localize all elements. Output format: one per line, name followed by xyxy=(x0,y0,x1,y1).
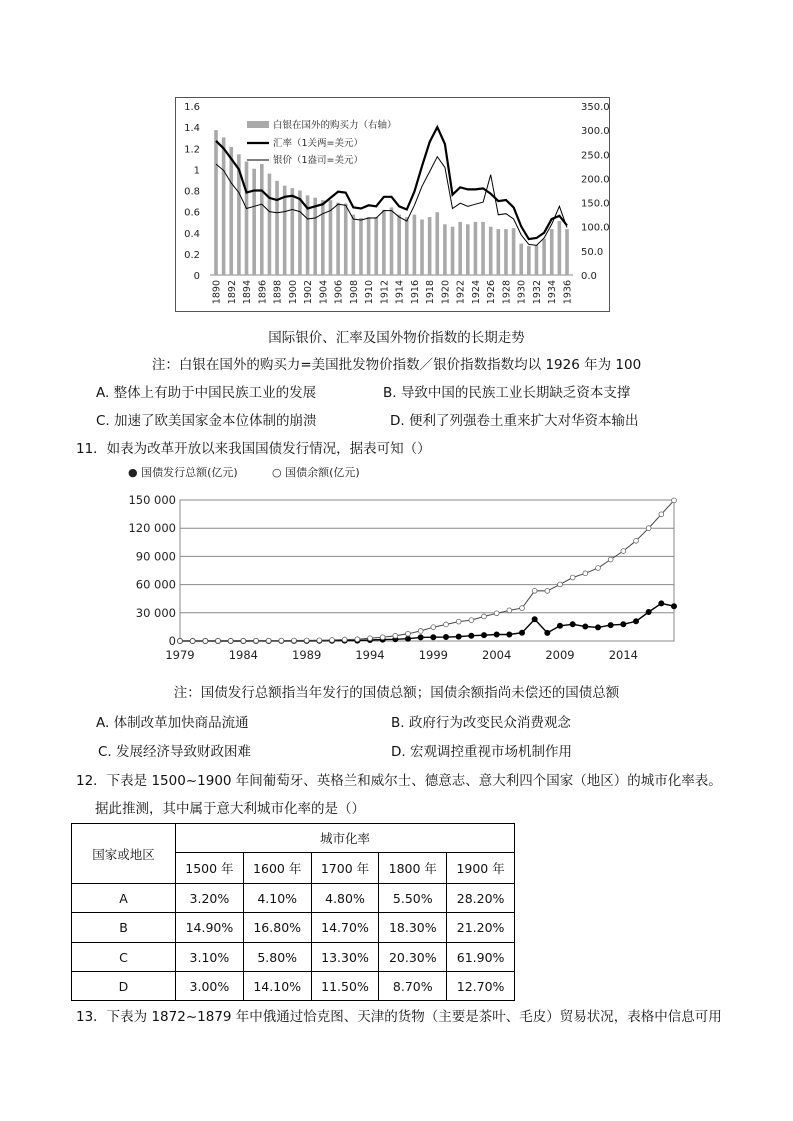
table-cell: 11.50% xyxy=(311,972,379,1001)
header-year: 1700 年 xyxy=(311,853,379,884)
x-tick: 1994 xyxy=(355,648,385,662)
y-right-tick: 200.0 xyxy=(581,174,610,186)
bar-purchasing-power xyxy=(504,229,508,275)
x-tick: 1904 xyxy=(318,280,330,305)
x-tick: 1908 xyxy=(348,280,360,305)
point-bond-balance xyxy=(469,618,474,623)
header-year: 1500 年 xyxy=(176,853,244,884)
point-bond-issuance xyxy=(671,604,676,609)
q10-option-b[interactable]: B. 导致中国的民族工业长期缺乏资本支撑 xyxy=(383,385,631,401)
table-row xyxy=(72,943,515,972)
point-bond-balance xyxy=(596,566,601,571)
y-left-tick: 0 xyxy=(193,271,200,282)
point-bond-balance xyxy=(406,631,411,636)
point-bond-balance xyxy=(279,638,284,643)
bar-purchasing-power xyxy=(451,227,455,275)
bar-purchasing-power xyxy=(413,215,417,275)
y-right-tick: 300.0 xyxy=(581,126,610,138)
y-left-tick: 1.2 xyxy=(184,144,200,156)
x-tick: 1989 xyxy=(292,648,322,662)
y-left-tick: 0.2 xyxy=(184,249,200,261)
x-tick: 1912 xyxy=(379,280,391,305)
bar-purchasing-power xyxy=(481,222,485,275)
bond-chart-svg xyxy=(120,460,690,670)
x-tick: 1984 xyxy=(228,648,258,662)
table-cell: 3.10% xyxy=(176,943,244,972)
bar-purchasing-power xyxy=(222,137,226,275)
x-tick: 1902 xyxy=(303,280,315,305)
point-bond-issuance xyxy=(405,636,410,641)
bar-purchasing-power xyxy=(283,186,287,275)
bar-purchasing-power xyxy=(458,222,462,275)
legend-label: ○ 国债余额(亿元) xyxy=(272,466,360,479)
header-region: 国家或地区 xyxy=(72,824,176,884)
table-cell: 12.70% xyxy=(447,972,515,1001)
silver-chart-svg xyxy=(175,97,610,312)
q11-option-c[interactable]: C. 发展经济导致财政困难 xyxy=(98,744,252,760)
point-bond-balance xyxy=(216,639,221,644)
x-tick: 1926 xyxy=(486,280,498,305)
bar-purchasing-power xyxy=(474,222,478,275)
point-bond-issuance xyxy=(659,601,664,606)
y-right-tick: 0.0 xyxy=(581,271,597,282)
bar-purchasing-power xyxy=(245,162,249,275)
bar-purchasing-power xyxy=(497,229,501,275)
y-left-tick: 1.4 xyxy=(184,123,200,135)
y-right-tick: 350.0 xyxy=(581,102,610,113)
point-bond-balance xyxy=(672,498,677,503)
row-label: B xyxy=(72,913,176,943)
bar-purchasing-power xyxy=(435,212,439,275)
y-tick: 30 000 xyxy=(135,605,176,620)
table-cell: 4.80% xyxy=(311,884,379,913)
table-cell: 3.20% xyxy=(176,884,244,913)
x-tick: 1979 xyxy=(165,648,195,662)
point-bond-balance xyxy=(203,639,208,644)
point-bond-balance xyxy=(444,622,449,627)
silver-chart xyxy=(175,97,610,312)
table-cell: 61.90% xyxy=(447,943,515,972)
bar-purchasing-power xyxy=(214,130,218,275)
figure2-note: 注：国债发行总额指当年发行的国债总额；国债余额指尚未偿还的国债总额 xyxy=(173,685,620,701)
bar-purchasing-power xyxy=(352,215,356,275)
x-tick: 1898 xyxy=(272,280,284,305)
table-cell: 14.90% xyxy=(176,913,244,943)
x-tick: 1936 xyxy=(562,280,574,305)
bar-purchasing-power xyxy=(390,207,394,275)
table-cell: 16.80% xyxy=(243,913,311,943)
bar-purchasing-power xyxy=(428,217,432,275)
point-bond-balance xyxy=(342,637,347,642)
bar-purchasing-power xyxy=(527,246,531,275)
legend-label: ● 国债发行总额(亿元) xyxy=(128,466,238,479)
x-tick: 2004 xyxy=(482,648,512,662)
table-cell: 18.30% xyxy=(379,913,447,943)
q11-option-b[interactable]: B. 政府行为改变民众消费观念 xyxy=(391,715,571,731)
point-bond-balance xyxy=(558,582,563,587)
row-label: A xyxy=(72,884,176,913)
bar-purchasing-power xyxy=(565,229,569,275)
line-bond-issuance xyxy=(180,603,674,641)
y-left-tick: 0.8 xyxy=(184,186,200,198)
x-tick: 1900 xyxy=(287,280,299,305)
point-bond-issuance xyxy=(456,634,461,639)
point-bond-balance xyxy=(545,588,550,593)
header-year: 1900 年 xyxy=(447,853,515,884)
x-tick: 1894 xyxy=(242,280,254,305)
x-tick: 1906 xyxy=(333,280,345,305)
bar-purchasing-power xyxy=(542,239,546,275)
bar-purchasing-power xyxy=(298,191,302,276)
y-right-tick: 50.0 xyxy=(581,246,604,258)
point-bond-balance xyxy=(330,638,335,643)
point-bond-issuance xyxy=(621,622,626,627)
point-bond-issuance xyxy=(532,617,537,622)
bar-purchasing-power xyxy=(359,218,363,275)
point-bond-balance xyxy=(393,633,398,638)
table-cell: 14.70% xyxy=(311,913,379,943)
point-bond-balance xyxy=(659,512,664,517)
x-tick: 1896 xyxy=(257,280,269,305)
point-bond-balance xyxy=(266,638,271,643)
x-tick: 1999 xyxy=(418,648,448,662)
point-bond-balance xyxy=(431,625,436,630)
point-bond-issuance xyxy=(519,630,524,635)
y-tick: 90 000 xyxy=(135,549,176,564)
q11-stem: 11．如表为改革开放以来我国国债发行情况，据表可知（） xyxy=(76,441,431,457)
x-tick: 1920 xyxy=(440,280,452,305)
bar-purchasing-power xyxy=(252,169,256,275)
header-year: 1600 年 xyxy=(243,853,311,884)
point-bond-balance xyxy=(583,571,588,576)
bar-purchasing-power xyxy=(291,188,295,275)
header-urban-rate: 城市化率 xyxy=(176,824,515,853)
table-cell: 13.30% xyxy=(311,943,379,972)
bar-purchasing-power xyxy=(374,217,378,275)
point-bond-issuance xyxy=(570,622,575,627)
bar-purchasing-power xyxy=(519,244,523,275)
header-year: 1800 年 xyxy=(379,853,447,884)
table-cell: 5.80% xyxy=(243,943,311,972)
point-bond-balance xyxy=(317,638,322,643)
point-bond-balance xyxy=(178,639,183,644)
legend-label: 银价（1盎司=美元） xyxy=(273,155,364,166)
y-right-tick: 100.0 xyxy=(581,222,610,234)
point-bond-balance xyxy=(190,639,195,644)
x-tick: 1890 xyxy=(211,280,223,305)
table-cell: 5.50% xyxy=(379,884,447,913)
point-bond-balance xyxy=(228,638,233,643)
point-bond-issuance xyxy=(507,632,512,637)
point-bond-issuance xyxy=(494,632,499,637)
x-tick: 1930 xyxy=(516,280,528,305)
point-bond-balance xyxy=(507,608,512,613)
point-bond-balance xyxy=(621,549,626,554)
point-bond-balance xyxy=(646,526,651,531)
table-cell: 14.10% xyxy=(243,972,311,1001)
table-cell: 28.20% xyxy=(447,884,515,913)
q12-stem-line1: 12．下表是 1500~1900 年间葡萄牙、英格兰和威尔士、德意志、意大利四个国家（地区）的城市化率表。 xyxy=(76,773,722,789)
bar-purchasing-power xyxy=(313,198,317,275)
x-tick: 1922 xyxy=(455,280,467,305)
point-bond-balance xyxy=(368,636,373,641)
point-bond-balance xyxy=(634,538,639,543)
table-cell: 4.10% xyxy=(243,884,311,913)
y-left-tick: 0.4 xyxy=(184,228,200,240)
x-tick: 1928 xyxy=(501,280,513,305)
urbanization-table xyxy=(71,823,515,1001)
bar-purchasing-power xyxy=(268,174,272,275)
point-bond-issuance xyxy=(583,624,588,629)
point-bond-balance xyxy=(355,637,360,642)
q11-option-a[interactable]: A. 体制改革加快商品流通 xyxy=(96,715,249,731)
point-bond-issuance xyxy=(595,625,600,630)
point-bond-balance xyxy=(570,575,575,580)
y-tick: 0 xyxy=(168,634,176,648)
bar-purchasing-power xyxy=(405,217,409,275)
figure1-caption: 国际银价、汇率及国外物价指数的长期走势 xyxy=(268,330,525,346)
point-bond-issuance xyxy=(646,609,651,614)
point-bond-balance xyxy=(380,635,385,640)
y-left-tick: 1 xyxy=(193,165,200,177)
point-bond-issuance xyxy=(608,623,613,628)
point-bond-issuance xyxy=(545,630,550,635)
bar-purchasing-power xyxy=(275,181,279,275)
x-tick: 1924 xyxy=(470,280,482,305)
table-cell: 8.70% xyxy=(379,972,447,1001)
point-bond-balance xyxy=(608,557,613,562)
bar-purchasing-power xyxy=(367,217,371,275)
bar-purchasing-power xyxy=(443,224,447,275)
bar-purchasing-power xyxy=(489,227,493,275)
bar-purchasing-power xyxy=(344,204,348,275)
y-left-tick: 0.6 xyxy=(184,207,200,219)
x-tick: 1932 xyxy=(531,280,543,305)
x-tick: 1914 xyxy=(394,280,406,305)
point-bond-balance xyxy=(532,588,537,593)
point-bond-balance xyxy=(304,638,309,643)
bar-purchasing-power xyxy=(420,219,424,275)
point-bond-issuance xyxy=(431,635,436,640)
point-bond-issuance xyxy=(443,634,448,639)
y-right-tick: 250.0 xyxy=(581,150,610,162)
q11-option-d[interactable]: D. 宏观调控重视市场机制作用 xyxy=(391,744,572,760)
x-tick: 1910 xyxy=(364,280,376,305)
y-left-tick: 1.6 xyxy=(184,102,200,113)
x-tick: 2014 xyxy=(608,648,638,662)
bar-purchasing-power xyxy=(550,229,554,275)
q12-stem-line2: 据此推测，其中属于意大利城市化率的是（） xyxy=(95,801,365,817)
line-bond-balance xyxy=(180,500,674,641)
legend-label: 汇率（1关两=美元） xyxy=(273,138,364,149)
point-bond-issuance xyxy=(633,619,638,624)
table-row xyxy=(72,913,515,943)
point-bond-issuance xyxy=(418,635,423,640)
row-label: C xyxy=(72,943,176,972)
y-tick: 150 000 xyxy=(128,493,176,507)
bar-purchasing-power xyxy=(558,221,562,275)
bar-purchasing-power xyxy=(321,200,325,275)
figure1-note: 注：白银在国外的购买力=美国批发物价指数／银价指数指数均以 1926 年为 100 xyxy=(151,357,642,373)
y-tick: 60 000 xyxy=(135,577,176,592)
point-bond-balance xyxy=(482,614,487,619)
point-bond-balance xyxy=(292,638,297,643)
point-bond-issuance xyxy=(469,633,474,638)
point-bond-balance xyxy=(254,638,259,643)
point-bond-balance xyxy=(418,629,423,634)
bar-purchasing-power xyxy=(229,147,233,275)
bar-purchasing-power xyxy=(466,224,470,275)
q10-option-d[interactable]: D. 便利了列强卷土重来扩大对华资本输出 xyxy=(390,413,639,429)
table-cell: 3.00% xyxy=(176,972,244,1001)
bar-purchasing-power xyxy=(535,245,539,275)
point-bond-balance xyxy=(494,611,499,616)
point-bond-issuance xyxy=(481,633,486,638)
plot-frame xyxy=(180,500,674,641)
bar-purchasing-power xyxy=(512,228,516,275)
point-bond-balance xyxy=(520,606,525,611)
bar-purchasing-power xyxy=(260,164,264,275)
x-tick: 2009 xyxy=(545,648,575,662)
table-cell: 21.20% xyxy=(447,913,515,943)
point-bond-balance xyxy=(241,638,246,643)
q10-option-c[interactable]: C. 加速了欧美国家金本位体制的崩溃 xyxy=(96,413,317,429)
x-tick: 1918 xyxy=(425,280,437,305)
legend-bar-swatch xyxy=(247,121,269,128)
bar-purchasing-power xyxy=(382,210,386,275)
point-bond-issuance xyxy=(557,623,562,628)
y-right-tick: 150.0 xyxy=(581,198,610,210)
x-tick: 1916 xyxy=(409,280,421,305)
x-tick: 1892 xyxy=(226,280,238,305)
bar-purchasing-power xyxy=(397,215,401,275)
bar-purchasing-power xyxy=(336,203,340,275)
legend-label: 白银在国外的购买力（右轴） xyxy=(273,120,397,131)
x-tick: 1934 xyxy=(547,280,559,305)
table-row xyxy=(72,884,515,913)
table-cell: 20.30% xyxy=(379,943,447,972)
y-tick: 120 000 xyxy=(128,521,176,536)
bond-chart xyxy=(120,460,690,670)
table-row xyxy=(72,972,515,1001)
row-label: D xyxy=(72,972,176,1001)
q10-option-a[interactable]: A. 整体上有助于中国民族工业的发展 xyxy=(96,385,317,401)
point-bond-balance xyxy=(456,619,461,624)
q13-stem: 13．下表为 1872~1879 年中俄通过恰克图、天津的货物（主要是茶叶、毛皮）贸易状况，表格中信息可用 xyxy=(76,1009,722,1025)
